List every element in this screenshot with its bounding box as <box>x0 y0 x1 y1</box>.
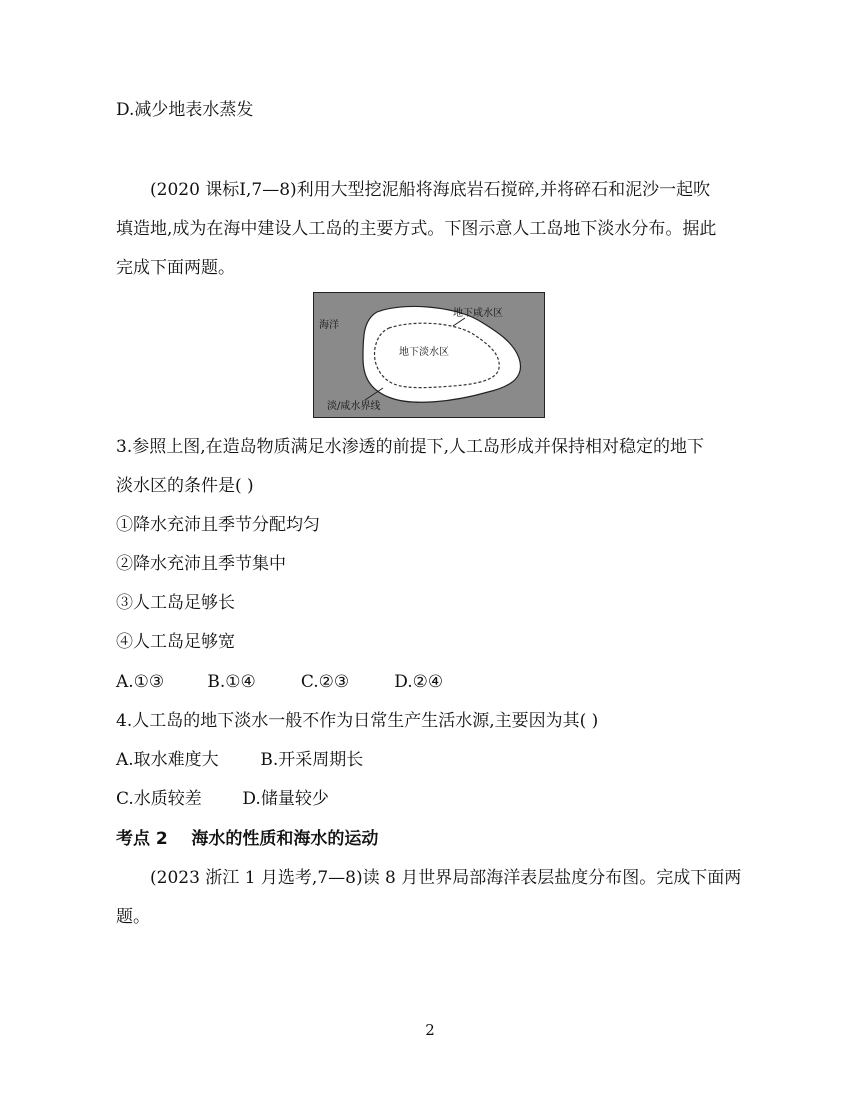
question-3-line-2: 淡水区的条件是( ) <box>116 476 254 496</box>
q3-option-a[interactable]: A.①③ <box>116 672 165 692</box>
intro-line-2: 填造地,成为在海中建设人工岛的主要方式。下图示意人工岛地下淡水分布。据此 <box>116 219 717 239</box>
question-4-options-row-2 <box>116 787 329 811</box>
boundary-label: 淡/咸水界线 <box>327 401 381 412</box>
condition-item-3: ③人工岛足够长 <box>116 593 235 613</box>
ocean-label: 海洋 <box>319 320 339 331</box>
q4-option-a[interactable]: A.取水难度大 <box>116 750 219 770</box>
page-number: 2 <box>425 1021 435 1039</box>
question-3-line-1: 3.参照上图,在造岛物质满足水渗透的前提下,人工岛形成并保持相对稳定的地下 <box>116 437 705 457</box>
section-heading: 考点 2 海水的性质和海水的运动 <box>116 829 379 849</box>
intro-line-1: (2020 课标Ⅰ,7—8)利用大型挖泥船将海底岩石搅碎,并将碎石和泥沙一起吹 <box>150 180 711 200</box>
question-3-options <box>116 670 443 694</box>
intro2-line-1: (2023 浙江 1 月选考,7—8)读 8 月世界局部海洋表层盐度分布图。完成下面两 <box>150 868 742 888</box>
intro2-line-2: 题。 <box>116 907 150 927</box>
question-4-options-row-1 <box>116 748 363 772</box>
q4-option-c[interactable]: C.水质较差 <box>116 789 202 809</box>
condition-item-2: ②降水充沛且季节集中 <box>116 554 286 574</box>
island-map <box>313 292 545 418</box>
q4-option-b[interactable]: B.开采周期长 <box>260 750 364 770</box>
condition-item-4: ④人工岛足够宽 <box>116 632 235 652</box>
q3-option-d[interactable]: D.②④ <box>394 672 444 692</box>
q3-option-c[interactable]: C.②③ <box>300 672 350 692</box>
freshwater-label: 地下淡水区 <box>399 347 449 358</box>
condition-item-1: ①降水充沛且季节分配均匀 <box>116 515 320 535</box>
saltwater-label: 地下咸水区 <box>453 308 503 319</box>
q4-option-d[interactable]: D.储量较少 <box>242 789 329 809</box>
option-d-previous: D.减少地表水蒸发 <box>116 100 254 120</box>
intro-line-3: 完成下面两题。 <box>116 258 235 278</box>
question-4: 4.人工岛的地下淡水一般不作为日常生产生活水源,主要因为其( ) <box>116 711 599 731</box>
artificial-island-figure <box>313 292 545 418</box>
q3-option-b[interactable]: B.①④ <box>207 672 256 692</box>
